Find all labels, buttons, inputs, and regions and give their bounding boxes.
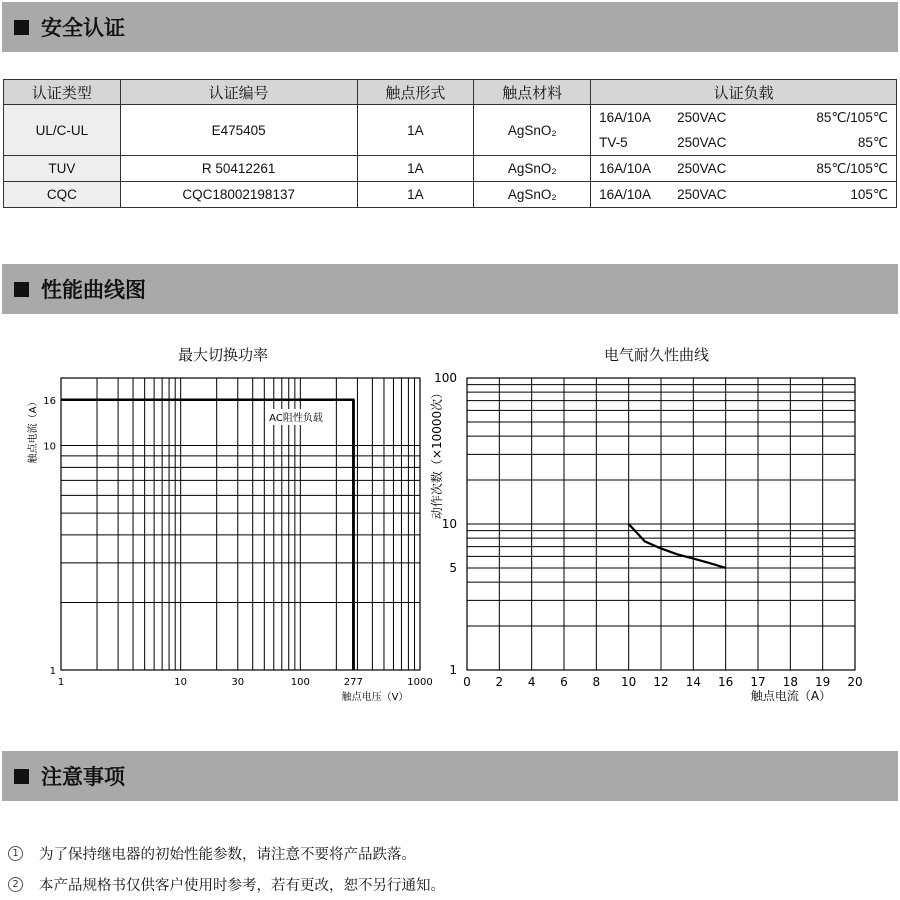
header-contact-form: 触点形式 (357, 80, 474, 105)
square-bullet-icon (14, 282, 29, 297)
notes-section-header (2, 751, 898, 801)
section-title: 性能曲线图 (41, 278, 146, 302)
list-item (8, 838, 445, 869)
table-header-row (4, 80, 897, 105)
notes-list (8, 838, 445, 900)
cell-type: UL/C-UL (4, 105, 121, 156)
table-row (4, 182, 897, 208)
header-cert-number: 认证编号 (120, 80, 357, 105)
y-tick-label: 100 (434, 371, 457, 385)
x-tick-label: 2 (495, 675, 504, 689)
electrical-endurance-chart (425, 365, 875, 705)
curve-section-header (2, 264, 898, 314)
square-bullet-icon (14, 769, 29, 784)
y-tick-label: 10 (441, 517, 457, 531)
y-tick-label: 1 (449, 663, 457, 677)
y-tick-label: 10 (43, 441, 56, 453)
cell-number: R 50412261 (120, 156, 357, 182)
cell-material: AgSnO₂ (474, 182, 591, 208)
x-tick-label: 4 (527, 675, 536, 689)
chart1-title: 最大切换功率 (178, 346, 269, 364)
annotation-label: AC阻性负载 (269, 413, 323, 424)
square-bullet-icon (14, 20, 29, 35)
load-temp: 105℃ (850, 186, 888, 202)
section-title: 安全认证 (41, 16, 125, 40)
load-temp: 85℃ (857, 134, 888, 150)
load-amp: 16A/10A (599, 187, 651, 202)
y-axis-label: 动作次数（×10000次） (430, 386, 444, 520)
cell-number: CQC18002198137 (120, 182, 357, 208)
cell-material: AgSnO₂ (474, 156, 591, 182)
load-volt: 250VAC (677, 187, 727, 202)
x-tick-label: 14 (685, 675, 701, 689)
x-tick-label: 19 (815, 675, 831, 689)
load-volt: 250VAC (677, 110, 727, 125)
load-volt: 250VAC (677, 135, 727, 150)
load-amp: TV-5 (599, 135, 628, 150)
y-tick-label: 16 (43, 395, 56, 407)
x-tick-label: 18 (782, 675, 798, 689)
header-cert-type: 认证类型 (4, 80, 121, 105)
x-tick-label: 16 (718, 675, 734, 689)
grid (61, 378, 420, 670)
list-item (8, 869, 445, 900)
cell-load (591, 156, 897, 182)
y-axis-label: 触点电流（A） (28, 396, 39, 464)
grid (467, 378, 855, 670)
cell-form: 1A (357, 156, 474, 182)
x-tick-label: 10 (621, 675, 637, 689)
x-tick-label: 100 (290, 677, 310, 688)
x-tick-label: 30 (231, 677, 245, 688)
cell-load (591, 105, 897, 156)
x-tick-label: 12 (653, 675, 669, 689)
x-tick-label: 277 (343, 677, 363, 688)
load-amp: 16A/10A (599, 110, 651, 125)
chart2-title: 电气耐久性曲线 (604, 346, 710, 364)
cell-type: CQC (4, 182, 121, 208)
certification-table (3, 79, 897, 208)
y-tick-label: 1 (49, 666, 56, 677)
section-title: 注意事项 (41, 765, 125, 789)
load-line (591, 156, 896, 181)
x-tick-label: 8 (592, 675, 601, 689)
note-text: 为了保持继电器的初始性能参数，请注意不要将产品跌落。 (39, 847, 416, 863)
cell-type: TUV (4, 156, 121, 182)
header-cert-load: 认证负载 (591, 80, 897, 105)
plot-frame (61, 378, 420, 670)
table-row (4, 156, 897, 182)
x-tick-label: 17 (750, 675, 766, 689)
x-tick-label: 0 (463, 675, 471, 689)
x-axis-label: 触点电压（V） (341, 692, 409, 703)
load-temp: 85℃/105℃ (816, 109, 888, 125)
cell-form: 1A (357, 182, 474, 208)
load-line (591, 182, 896, 207)
load-line (591, 130, 896, 155)
circled-number: 1 (8, 846, 23, 861)
x-axis-label: 触点电流（A） (750, 689, 832, 703)
cell-load (591, 182, 897, 208)
x-tick-label: 1000 (407, 677, 433, 688)
cert-section-header (2, 2, 898, 52)
load-volt: 250VAC (677, 161, 727, 176)
circled-number: 2 (8, 877, 23, 892)
x-tick-label: 6 (560, 675, 568, 689)
x-tick-label: 10 (174, 677, 188, 688)
cell-number: E475405 (120, 105, 357, 156)
note-text: 本产品规格书仅供客户使用时参考，若有更改，恕不另行通知。 (39, 878, 445, 894)
x-tick-label: 20 (847, 675, 863, 689)
cell-form: 1A (357, 105, 474, 156)
table-row (4, 105, 897, 156)
header-contact-material: 触点材料 (474, 80, 591, 105)
load-temp: 85℃/105℃ (816, 160, 888, 176)
max-switching-power-chart (20, 365, 433, 705)
load-amp: 16A/10A (599, 161, 651, 176)
load-line (591, 105, 896, 130)
x-tick-label: 1 (57, 677, 65, 688)
cell-material: AgSnO₂ (474, 105, 591, 156)
y-tick-label: 5 (449, 560, 457, 575)
